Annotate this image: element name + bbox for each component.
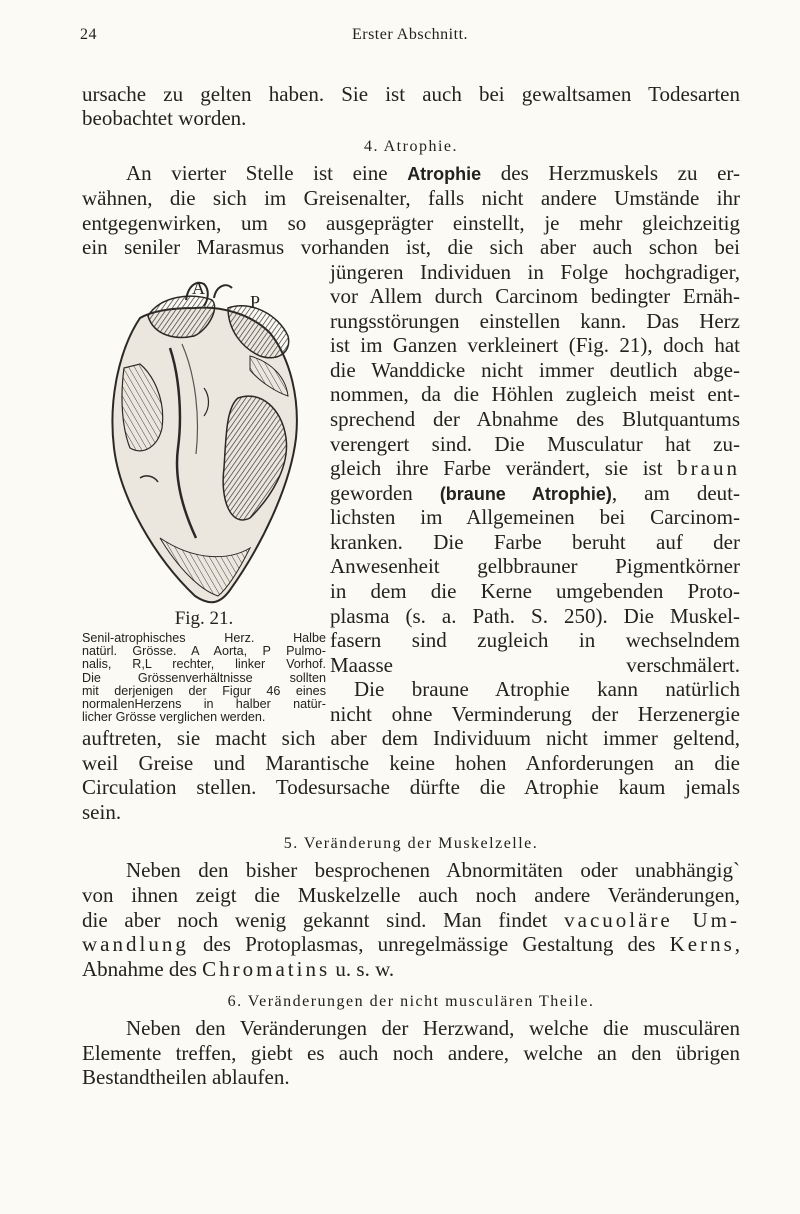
text-line — [330, 481, 740, 506]
text-run: Abnahme des — [82, 957, 203, 981]
spaced-term-braun: braun — [677, 456, 740, 480]
text-line: Neben den bisher besprochenen Abnormitäten oder unabhängig` — [126, 858, 740, 882]
text-line: Circulation stellen. Todesursache dürfte die Atrophie kaum jemals — [82, 775, 740, 799]
text-run: gleich ihre Farbe verändert, sie ist — [330, 456, 678, 480]
caption-line: Senil-atrophisches Herz. Halbe — [82, 631, 326, 645]
caption-line: normalenHerzens in halber natür- — [82, 697, 326, 712]
bold-term-atrophie: Atrophie — [407, 164, 482, 184]
text-line: vor Allem durch Carcinom bedingter Ernäh- — [330, 284, 740, 308]
text-line: ein seniler Marasmus vorhanden ist, die sich aber auch schon bei — [82, 235, 740, 259]
text-line: rungsstörungen einstellen kann. Das Herz — [330, 309, 740, 333]
text-line: sprechend der Abnahme des Blutquantums — [330, 407, 740, 431]
text-line: wähnen, die sich im Greisenalter, falls nicht andere Umstände ihr — [82, 186, 740, 210]
text-line: Die braune Atrophie kann natürlich — [354, 677, 740, 701]
text-line: kranken. Die Farbe beruht auf der — [330, 530, 740, 554]
spaced-term-vacuolar: vacuoläre Um- — [564, 908, 740, 932]
text-run: die aber noch wenig gekannt sind. Man findet — [82, 908, 565, 932]
text-line: in dem die Kerne umgebenden Proto- — [330, 579, 740, 603]
text-line: ursache zu gelten haben. Sie ist auch bei gewaltsamen Todesarten — [82, 82, 740, 106]
text-run: An vierter Stelle ist eine — [126, 161, 408, 185]
text-line — [82, 908, 740, 932]
caption-line: natürl. Grösse. A Aorta, P Pulmo- — [82, 644, 326, 659]
text-line — [82, 932, 740, 956]
text-line: Elemente treffen, giebt es auch noch andere, welche an den übrigen — [82, 1041, 740, 1065]
caption-line: licher Grösse verglichen werden. — [82, 710, 266, 725]
figure-label: Fig. 21. — [174, 608, 234, 629]
figure-letter-p: P — [250, 292, 261, 312]
text-run: , — [734, 932, 740, 956]
text-line: Maasse verschmälert. — [330, 653, 740, 677]
spaced-term-wandlung: wandlung — [82, 932, 189, 956]
text-run: des Protoplasmas, unregelmässige Gestaltung des — [188, 932, 670, 956]
text-run: des Herzmuskels zu er- — [481, 161, 740, 185]
spaced-term-chromatins: Chromatins — [202, 957, 331, 981]
text-line — [82, 161, 740, 186]
figure-caption — [82, 632, 326, 724]
caption-line: Die Grössenverhältnisse sollten — [82, 670, 326, 685]
section-heading-muskelzelle: 5. Veränderung der Muskelzelle. — [283, 835, 539, 852]
running-title: Erster Abschnitt. — [351, 26, 469, 43]
text-line: plasma (s. a. Path. S. 250). Die Muskel- — [330, 604, 740, 628]
text-line: verengert sind. Die Musculatur hat zu- — [330, 432, 740, 456]
text-line — [82, 957, 740, 981]
text-line: fasern sind zugleich in wechselndem — [330, 628, 740, 652]
text-line: sein. — [82, 800, 122, 824]
text-line: von ihnen zeigt die Muskelzelle auch noch andere Veränderungen, — [82, 883, 740, 907]
text-line: Bestandtheilen ablaufen. — [82, 1065, 290, 1089]
caption-line: mit derjenigen der Figur 46 eines — [82, 683, 326, 698]
text-line: ist im Ganzen verkleinert (Fig. 21), doch hat — [330, 333, 740, 357]
text-line — [330, 456, 740, 480]
figure-letter-a: A — [192, 278, 205, 298]
section-heading-nicht-muskulaere-theile: 6. Veränderungen der nicht musculären Theile. — [227, 993, 595, 1010]
text-line: nicht ohne Verminderung der Herzenergie — [330, 702, 740, 726]
text-run: geworden — [330, 481, 440, 505]
text-line: beobachtet worden. — [82, 106, 247, 130]
heart-illustration — [100, 278, 310, 608]
text-line: weil Greise und Marantische keine hohen Anforderungen an die — [82, 751, 740, 775]
text-line: entgegenwirken, um so ausgeprägter einstellt, je mehr gleichzeitig — [82, 211, 740, 235]
text-run: , am deut- — [611, 481, 740, 505]
text-line: die Wanddicke nicht immer deutlich abge- — [330, 358, 740, 382]
page-header — [80, 26, 740, 52]
text-line: nommen, da die Höhlen zugleich meist ent- — [330, 382, 740, 406]
caption-line: nalis, R,L rechter, linker Vorhof. — [82, 657, 326, 672]
text-line: Neben den Veränderungen der Herzwand, welche die musculären — [126, 1016, 740, 1040]
page-number: 24 — [80, 26, 97, 43]
section-heading-atrophie: 4. Atrophie. — [364, 138, 458, 155]
text-line: Anwesenheit gelbbrauner Pigmentkörner — [330, 554, 740, 578]
text-run: u. s. w. — [330, 957, 395, 981]
text-line: lichsten im Allgemeinen bei Carcinom- — [330, 505, 740, 529]
bold-term-braune-atrophie: (braune Atrophie) — [439, 484, 612, 504]
spaced-term-kerns: Kerns — [669, 932, 735, 956]
text-line: jüngeren Individuen in Folge hochgradiger, — [330, 260, 740, 284]
text-line: auftreten, sie macht sich aber dem Individuum nicht immer geltend, — [82, 726, 740, 750]
